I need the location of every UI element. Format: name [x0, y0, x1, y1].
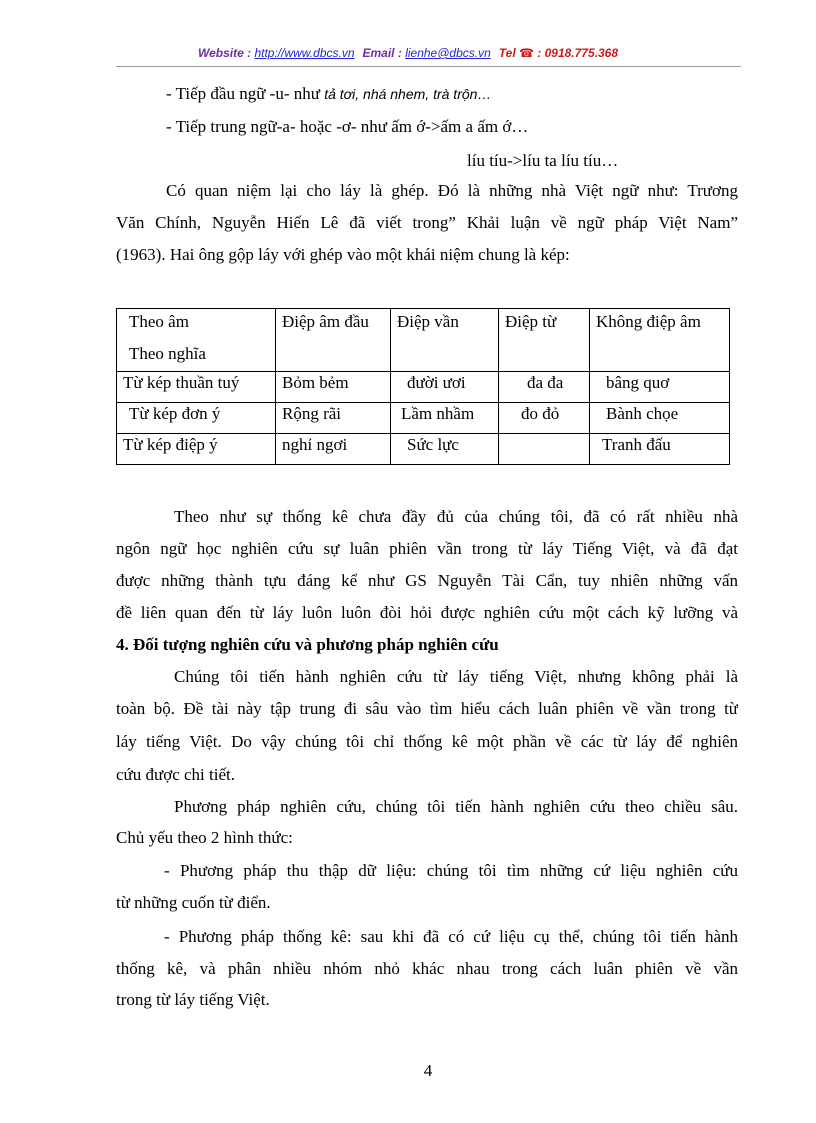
column-header: Điệp vần [391, 309, 499, 372]
infix-line: - Tiếp trung ngữ-a- hoặc -ơ- như ấm ớ->ấm a ấm ớ… [166, 117, 529, 136]
table-corner-cell [117, 309, 276, 372]
row-label: Từ kép đơn ý [117, 403, 276, 434]
table-cell: Rộng rãi [276, 403, 391, 434]
row-label: Từ kép thuần tuý [117, 372, 276, 403]
header-divider [116, 66, 741, 67]
phone-number: Tel ☎ : 0918.775.368 [498, 46, 619, 60]
para2-line: Theo như sự thống kê chưa đầy đủ của chúng tôi, đã có rất nhiều nhà [174, 507, 738, 526]
table-cell [499, 434, 590, 465]
para1-line: Có quan niệm lại cho láy là ghép. Đó là những nhà Việt ngữ như: Trương [166, 181, 738, 200]
email-label: Email : [362, 46, 406, 60]
table-cell: đười ươi [391, 372, 499, 403]
column-header: Điệp âm đầu [276, 309, 391, 372]
para6-line: - Phương pháp thống kê: sau khi đã có cứ liệu cụ thể, chúng tôi tiến hành [164, 927, 738, 946]
para2-line: ngôn ngữ học nghiên cứu sự luân phiên vần trong từ láy Tiếng Việt, và đã đạt [116, 539, 738, 558]
para6-line: trong từ láy tiếng Việt. [116, 990, 270, 1009]
website-label: Website : [197, 46, 255, 60]
para4-line: Chủ yếu theo 2 hình thức: [116, 828, 293, 847]
para3-line: toàn bộ. Đề tài này tập trung đi sâu vào tìm hiểu cách luân phiên về vần trong từ [116, 699, 738, 718]
table-cell: đa đa [499, 372, 590, 403]
page-header [0, 46, 816, 60]
prefix-line: - Tiếp đầu ngữ -u- như tả tơi, nhá nhem, trà trộn… [166, 84, 492, 103]
table-cell: nghỉ ngơi [276, 434, 391, 465]
para3-line: Chúng tôi tiến hành nghiên cứu từ láy tiếng Việt, nhưng không phải là [174, 667, 738, 686]
table-cell: Sức lực [391, 434, 499, 465]
table-row [117, 403, 730, 434]
page-number: 4 [423, 1061, 433, 1080]
table-cell: Bỏm bẻm [276, 372, 391, 403]
para4-line: Phương pháp nghiên cứu, chúng tôi tiến hành nghiên cứu theo chiều sâu. [174, 797, 738, 816]
para3-line: cứu được chi tiết. [116, 765, 235, 784]
para5-line: từ những cuốn từ điển. [116, 893, 271, 912]
corner-bottom-label: Theo nghĩa [129, 344, 206, 363]
para3-line: láy tiếng Việt. Do vậy chúng tôi chỉ thống kê một phần về các từ láy để nghiên [116, 732, 738, 751]
table-row [117, 372, 730, 403]
table-cell: Lầm nhầm [391, 403, 499, 434]
email-link[interactable]: lienhe@dbcs.vn [405, 46, 491, 60]
prefix-examples: tả tơi, nhá nhem, trà trộn… [324, 86, 492, 102]
section-heading: 4. Đối tượng nghiên cứu và phương pháp nghiên cứu [116, 635, 499, 654]
corner-top-label: Theo âm [129, 312, 189, 331]
para6-line: thống kê, và phân nhiều nhóm nhỏ khác nhau trong cách luân phiên về vần [116, 959, 738, 978]
website-link[interactable]: http://www.dbcs.vn [254, 46, 355, 60]
table-header-row [117, 309, 730, 372]
column-header: Không điệp âm [590, 309, 730, 372]
table-cell: Tranh đấu [590, 434, 730, 465]
para2-line: đề liên quan đến từ láy luôn luôn đòi hỏi được nghiên cứu một cách kỹ lưỡng và [116, 603, 738, 622]
para1-line: Văn Chính, Nguyễn Hiến Lê đã viết trong” Khải luận về ngữ pháp Việt Nam” [116, 213, 738, 232]
para2-line: được những thành tựu đáng kể như GS Nguyễn Tài Cẩn, tuy nhiên những vấn [116, 571, 738, 590]
table-cell: Bành chọe [590, 403, 730, 434]
row-label: Từ kép điệp ý [117, 434, 276, 465]
column-header: Điệp từ [499, 309, 590, 372]
table-cell: đo đỏ [499, 403, 590, 434]
infix-continuation: líu tíu->líu ta líu tíu… [467, 151, 619, 170]
classification-table [116, 308, 730, 465]
table-row [117, 434, 730, 465]
para1-line: (1963). Hai ông gộp láy với ghép vào một khái niệm chung là kép: [116, 245, 570, 264]
table-cell: bâng quơ [590, 372, 730, 403]
para5-line: - Phương pháp thu thập dữ liệu: chúng tôi tìm những cứ liệu nghiên cứu [164, 861, 738, 880]
